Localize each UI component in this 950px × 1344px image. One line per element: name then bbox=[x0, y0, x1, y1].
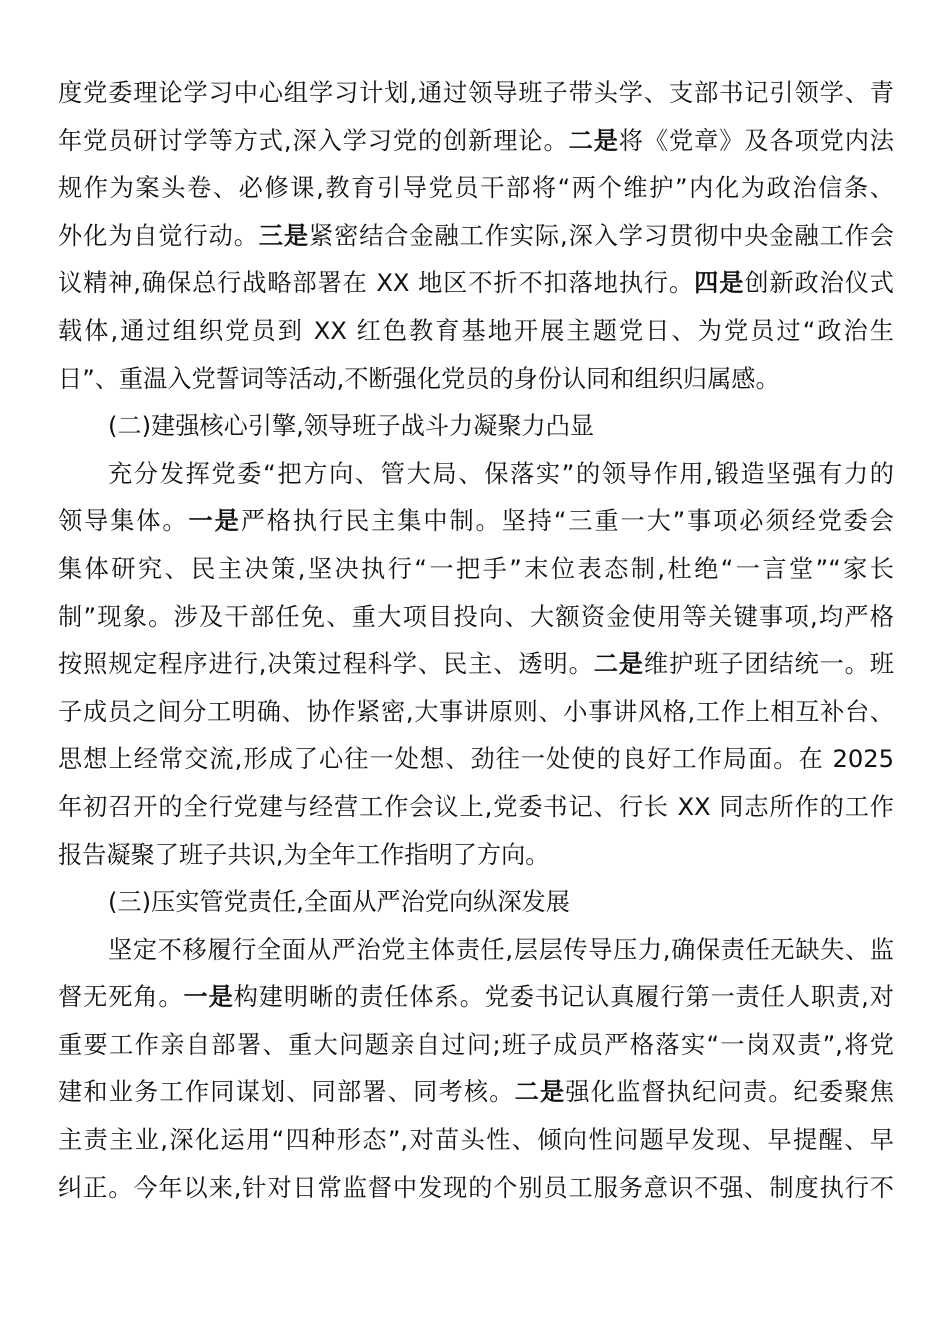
text-run: 将《党章》及各项党内法 bbox=[618, 126, 894, 155]
text-run: 主责主业,深化运用“四种形态”,对苗头性、倾向性问题早发现、早提醒、早 bbox=[58, 1126, 894, 1155]
text-run: 领导集体。 bbox=[58, 507, 189, 536]
text-run: 规作为案头卷、必修课,教育引导党员干部将“两个维护”内化为政治信条、 bbox=[58, 174, 894, 203]
text-run: 强化监督执纪问责。纪委聚焦 bbox=[565, 1078, 894, 1107]
emphasis-label: 四是 bbox=[694, 269, 745, 298]
emphasis-label: 二是 bbox=[514, 1078, 566, 1107]
text-run: 年党员研讨学等方式,深入学习党的创新理论。 bbox=[58, 126, 569, 155]
paragraph-line bbox=[58, 1165, 894, 1213]
paragraph-line bbox=[58, 451, 894, 499]
paragraph-line bbox=[58, 308, 894, 356]
text-run: 建和业务工作同谋划、同部署、同考核。 bbox=[58, 1078, 515, 1107]
text-run: 构建明晰的责任体系。党委书记认真履行第一责任人职责,对 bbox=[233, 983, 894, 1012]
text-run: 思想上经常交流,形成了心往一处想、劲往一处使的良好工作局面。在 2025 bbox=[58, 745, 894, 774]
text-run: 纠正。今年以来,针对日常监督中发现的个别员工服务意识不强、制度执行不 bbox=[58, 1173, 894, 1202]
text-run: (二)建强核心引擎,领导班子战斗力凝聚力凸显 bbox=[108, 412, 595, 441]
paragraph-line bbox=[58, 70, 894, 118]
text-run: 集体研究、民主决策,坚决执行“一把手”末位表态制,杜绝“一言堂”“家长 bbox=[58, 554, 894, 583]
paragraph-line bbox=[58, 689, 894, 737]
text-run: 子成员之间分工明确、协作紧密,大事讲原则、小事讲风格,工作上相互补台、 bbox=[58, 697, 894, 726]
text-run: 制”现象。涉及干部任免、重大项目投向、大额资金使用等关键事项,均严格 bbox=[58, 602, 894, 631]
text-run: 充分发挥党委“把方向、管大局、保落实”的领导作用,锻造坚强有力的 bbox=[108, 459, 894, 488]
paragraph-line bbox=[58, 260, 894, 308]
text-run: (三)压实管党责任,全面从严治党向纵深发展 bbox=[108, 888, 570, 917]
paragraph-line bbox=[58, 974, 894, 1022]
text-run: 紧密结合金融工作实际,深入学习贯彻中央金融工作会 bbox=[309, 221, 894, 250]
paragraph-line bbox=[58, 498, 894, 546]
text-run: 议精神,确保总行战略部署在 XX 地区不折不扣落地执行。 bbox=[58, 269, 695, 298]
emphasis-label: 一是 bbox=[188, 507, 241, 536]
paragraph-line bbox=[58, 784, 894, 832]
text-run: 重要工作亲自部署、重大问题亲自过问;班子成员严格落实“一岗双责”,将党 bbox=[58, 1030, 894, 1059]
paragraph-line bbox=[58, 1117, 894, 1165]
text-run: 严格执行民主集中制。坚持“三重一大”事项必须经党委会 bbox=[240, 507, 894, 536]
text-run: 外化为自觉行动。 bbox=[58, 221, 259, 250]
paragraph-line bbox=[58, 165, 894, 213]
emphasis-label: 二是 bbox=[568, 126, 619, 155]
text-run: 报告凝聚了班子共识,为全年工作指明了方向。 bbox=[58, 840, 550, 869]
emphasis-label: 三是 bbox=[258, 221, 309, 250]
text-run: 载体,通过组织党员到 XX 红色教育基地开展主题党日、为党员过“政治生 bbox=[58, 316, 894, 345]
text-run: 维护班子团结统一。班 bbox=[643, 650, 894, 679]
text-run: 创新政治仪式 bbox=[744, 269, 894, 298]
paragraph-line bbox=[58, 118, 894, 166]
paragraph-line bbox=[58, 1022, 894, 1070]
document-page bbox=[58, 70, 894, 1212]
paragraph-line bbox=[58, 356, 894, 404]
paragraph-line bbox=[58, 546, 894, 594]
paragraph-line bbox=[58, 927, 894, 975]
paragraph-line bbox=[58, 832, 894, 880]
text-run: 度党委理论学习中心组学习计划,通过领导班子带头学、支部书记引领学、青 bbox=[58, 79, 894, 107]
text-run: 按照规定程序进行,决策过程科学、民主、透明。 bbox=[58, 650, 594, 679]
paragraph-line bbox=[58, 736, 894, 784]
section-heading bbox=[58, 403, 894, 451]
emphasis-label: 一是 bbox=[183, 983, 234, 1012]
paragraph-line bbox=[58, 641, 894, 689]
text-run: 坚定不移履行全面从严治党主体责任,层层传导压力,确保责任无缺失、监 bbox=[108, 935, 894, 964]
paragraph-line bbox=[58, 213, 894, 261]
text-run: 督无死角。 bbox=[58, 983, 184, 1012]
paragraph-line bbox=[58, 594, 894, 642]
paragraph-line bbox=[58, 1069, 894, 1117]
text-run: 年初召开的全行党建与经营工作会议上,党委书记、行长 XX 同志所作的工作 bbox=[58, 792, 894, 821]
text-run: 日”、重温入党誓词等活动,不断强化党员的身份认同和组织归属感。 bbox=[58, 364, 780, 393]
emphasis-label: 二是 bbox=[593, 650, 644, 679]
section-heading bbox=[58, 879, 894, 927]
